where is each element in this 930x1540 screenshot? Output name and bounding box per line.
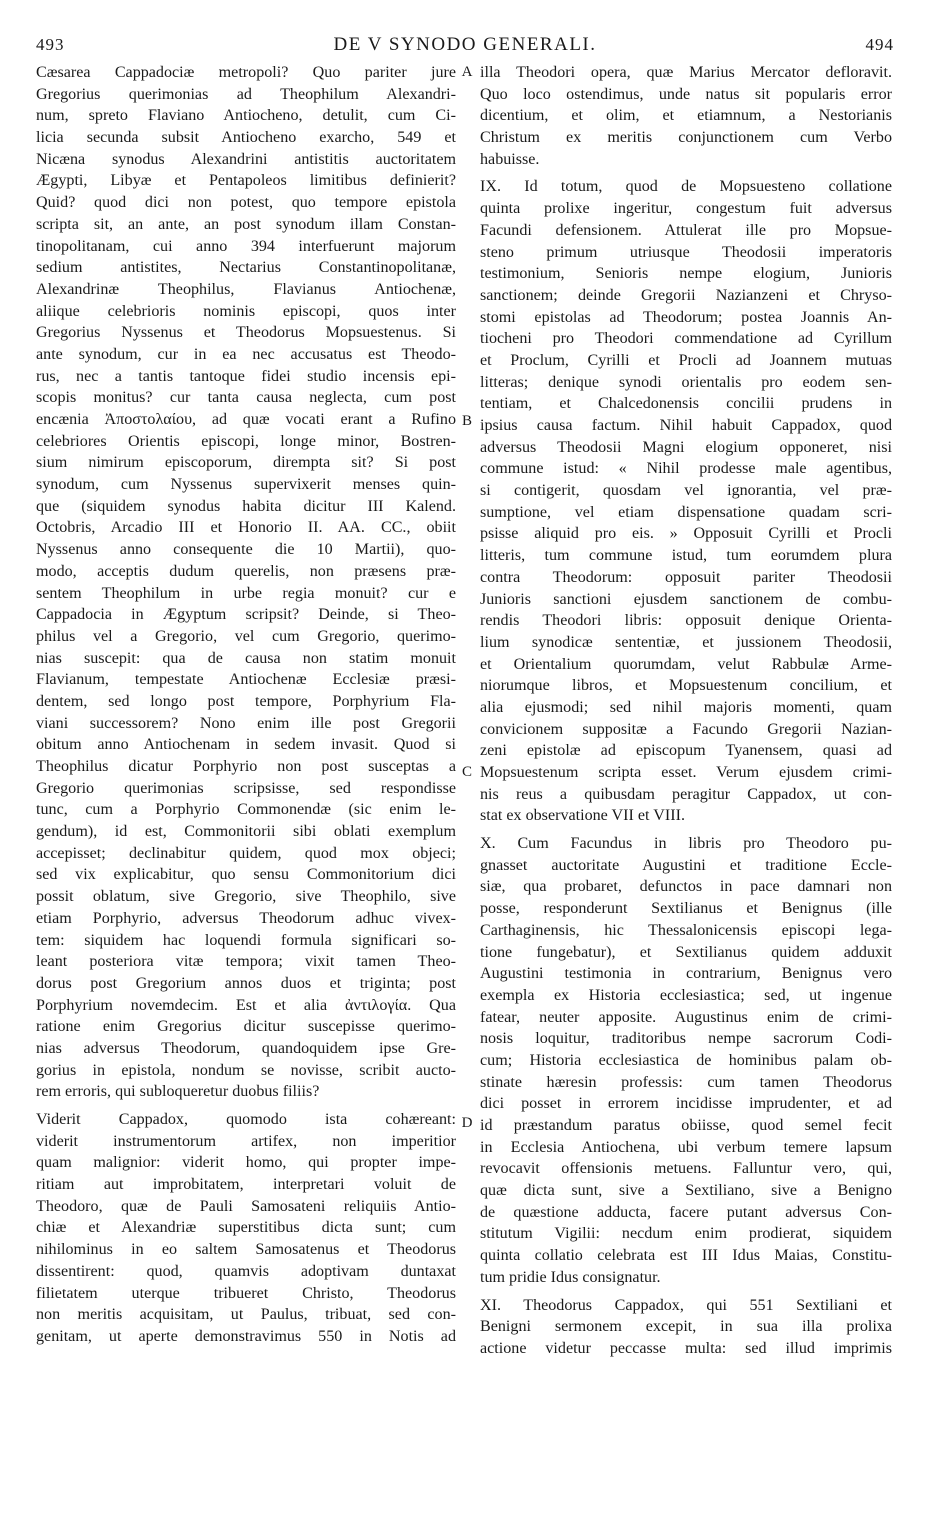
text-line: Octobris, Arcadio III et Honorio II. AA. CC., obiit	[36, 519, 456, 537]
text-line: tinopolitanam, cui anno 394 interfuerunt majorum	[36, 237, 456, 255]
text-line: litteris, tum commune istud, tum eorumdem plura	[480, 547, 892, 565]
text-line: obitum anno Antiochenam in sedem invasit. Quod si	[36, 736, 456, 754]
text-line: tem: siquidem hac loquendi formula significari so-	[36, 931, 456, 949]
text-line: stinate hæresin professis: cum tamen Theodorus	[480, 1073, 892, 1091]
text-line: ante synodum, cur in ea nec accusatus est Theodo-	[36, 345, 456, 363]
running-header	[36, 34, 894, 60]
text-line: quam malignior: viderit homo, qui propter impe-	[36, 1154, 456, 1172]
text-line: gnasset auctoritate Augustini et traditione Eccle-	[480, 856, 892, 874]
text-line: Ægypti, Libyæ et Pentapoleos limitibus definierit?	[36, 172, 456, 190]
text-line: niorumque libros, et Mopsuestenum concilium, et	[480, 677, 892, 695]
text-line: rus, nec a tantis tantoque fidei studio incensis epi-	[36, 367, 456, 385]
text-line: sentem Theophilum in urbe regia monuit? cur e	[36, 584, 456, 602]
running-title: DE V SYNODO GENERALI.	[333, 34, 597, 55]
text-line: litteras; denique synodi orientalis pro eodem sen-	[480, 373, 892, 391]
text-line: modo, acceptis dudum querelis, non præsens præ-	[36, 562, 456, 580]
text-line: ipsius causa factum. Nihil habuit Cappadox, quod	[480, 417, 892, 434]
text-line: filietatem uterque tribueret Christo, Theodorus	[36, 1284, 456, 1302]
text-line: scripta sit, an ante, an post synodum illam Constan-	[36, 215, 456, 233]
text-line: philus vel a Gregorio, vel cum Gregorio, querimo-	[36, 627, 456, 645]
text-line: possit oblatum, sive Gregorio, sive Theophilo, sive	[36, 888, 456, 906]
text-line: non meritis acquisitam, ut Paulus, tribuat, sed con-	[36, 1306, 456, 1324]
text-line: stat ex observatione VII et VIII.	[480, 807, 685, 825]
text-line: synodum, cum Nyssenus supervixerit menses quin-	[36, 476, 456, 494]
text-line: tunc, cum a Porphyrio Commonendæ (sic enim le-	[36, 801, 456, 819]
text-line: licia secunda subsit Antiocheno exarcho, 549 et	[36, 129, 456, 147]
text-line: gendum), id est, Commonitorii sibi oblati exemplum	[36, 823, 456, 841]
text-line: tione fungebatur), et Sextilianus quidem adduxit	[480, 943, 892, 961]
text-line: testimonium, Senioris nempe elogium, Junioris	[480, 265, 892, 283]
text-line: tum pridie Idus consignatur.	[480, 1268, 661, 1286]
text-line: steno primum utriusque Theodosii imperatoris	[480, 243, 892, 261]
text-line: Christum ex meritis conjunctionem cum Verbo	[480, 129, 892, 147]
text-line: num, spreto Flaviano Antiocheno, detulit, cum Ci-	[36, 107, 456, 125]
text-line: nias suscepit: qua de causa non statim monuit	[36, 649, 456, 667]
text-line: tiocheni pro Theodori commendatione ad Cyrillum	[480, 330, 892, 348]
text-line: quinta collatio celebrata est III Idus Maias, Constitu-	[480, 1247, 892, 1265]
text-line: adversus Theodosii Magni elogium opponeret, nisi	[480, 438, 892, 456]
text-line: stomi epistolas ad Theodorum; postea Joannis An-	[480, 308, 892, 326]
text-line: Theophilus dicatur Porphyrio non post susceptas a	[36, 758, 456, 775]
text-line: Carthaginensis, hic Thessalonicensis episcopi lega-	[480, 921, 892, 939]
right-column	[480, 62, 892, 1360]
left-page-number: 493	[36, 35, 65, 54]
text-line: etiam Porphyrio, adversus Theodorum adhuc vivex-	[36, 909, 456, 927]
text-line: Cappadocia in Ægyptum scripsit? Deinde, si Theo-	[36, 606, 456, 624]
margin-letter-d: D	[461, 1115, 473, 1131]
text-line: et Proclum, Cyrilli et Procli ad Joannem mutuas	[480, 351, 892, 369]
text-line: actione videtur peccasse multa: sed illud imprimis	[480, 1339, 892, 1357]
text-line: sumptione, vel etiam dispensatione quadam scri-	[480, 503, 892, 521]
text-line: dicentium, et olim, et etiamnum, a Nestorianis	[480, 107, 892, 125]
text-line: sanctionem; deinde Gregorii Nazianzeni et Chryso-	[480, 286, 892, 304]
text-line: convicionem suppositæ a Facundo Gregorii Nazian-	[480, 720, 892, 738]
text-line: Facundi defensionem. Attulerat ille pro Mopsue-	[480, 221, 892, 239]
text-line: genitam, ut aperte demonstravimus 550 in Notis ad	[36, 1327, 456, 1345]
text-line: sed vix explicabitur, quo sensu Commonitorium dici	[36, 866, 456, 884]
text-line: si contigerit, quosdam vel ignorantia, vel præ-	[480, 482, 892, 500]
text-line: Alexandrinæ Theophilus, Flavianus Antiochenæ,	[36, 280, 456, 298]
text-line: contra Theodorum: opposuit pariter Theodosii	[480, 568, 892, 586]
text-line: id præstandum paratus obiisse, quod semel fecit	[480, 1117, 892, 1134]
text-line: revocavit offensionis metuens. Falluntur vero, qui,	[480, 1160, 892, 1178]
text-line: Theodoro, quæ de Pauli Samosateni reliquiis Antio-	[36, 1197, 456, 1215]
text-line: habuisse.	[480, 150, 540, 168]
text-line: Nyssenus anno consequente die 10 Martii), quo-	[36, 541, 456, 559]
text-line: Junioris sanctioni ejusdem sanctionem de combu-	[480, 590, 892, 608]
text-line: accepisset; declinabitur quidem, quod mox objeci;	[36, 844, 456, 862]
text-line: quinta prolixe ingeritur, congestum fuit adversus	[480, 200, 892, 218]
text-line: scopis monitus? cur tanta causa neglecta, cum post	[36, 389, 456, 407]
text-line: chiæ et Alexandriæ superstitibus dicta sunt; cum	[36, 1219, 456, 1237]
text-line: encænia Ἀποστολαίου, ad quæ vocati erant a Rufino	[36, 411, 456, 428]
text-line: et Orientalium quorumdam, velut Rabbulæ Arme-	[480, 655, 892, 673]
text-line: fatear, neuter apposite. Augustinus enim de crimi-	[480, 1008, 892, 1026]
text-line: Gregorius Nyssenus et Theodorus Mopsuestenus. Si	[36, 324, 456, 342]
text-line: Mopsuestenum scripta esset. Verum ejusdem crimi-	[480, 764, 892, 781]
text-line: dorus post Gregorium annos duos et triginta; post	[36, 974, 456, 992]
text-line: siæ, qua probaret, defunctos in pace damnari non	[480, 878, 892, 896]
text-line: X. Cum Facundus in libris pro Theodoro pu-	[480, 835, 892, 853]
right-page-number: 494	[865, 35, 894, 54]
text-line: de quæstione adducta, facere putant adversus Con-	[480, 1203, 892, 1221]
text-line: sium nimirum episcoporum, dirempta sit? Si post	[36, 454, 456, 472]
margin-letter-a: A	[461, 64, 473, 80]
text-line: Cæsarea Cappadociæ metropoli? Quo pariter jure	[36, 64, 456, 81]
margin-letter-c: C	[461, 764, 472, 780]
text-line: cum; Historia ecclesiastica de hominibus palam ob-	[480, 1051, 892, 1069]
text-line: posse, responderunt Sextilianus et Benignus (ille	[480, 900, 892, 918]
text-line: Porphyrium novemdecim. Est et alia ἀντιλογία. Qua	[36, 996, 456, 1014]
text-line: psisse aliquid pro eis. » Opposuit Cyrilli et Procli	[480, 525, 892, 543]
text-line: stitutum Vigilii: necdum enim prodierat, siquidem	[480, 1225, 892, 1243]
text-line: leant posteriora vitæ tempora; vixit tamen Theo-	[36, 953, 456, 971]
text-line: gorius in epistola, nondum se novisse, scribit aucto-	[36, 1061, 456, 1079]
text-line: Gregorius querimonias ad Theophilum Alexandri-	[36, 85, 456, 103]
text-line: Augustini testimonia in contrarium, Benignus vero	[480, 965, 892, 983]
text-line: illa Theodori opera, quæ Marius Mercator defloravit.	[480, 64, 892, 81]
text-line: IX. Id totum, quod de Mopsuesteno collatione	[480, 178, 892, 196]
text-line: dentem, sed longo post tempore, Porphyrium Fla-	[36, 692, 456, 710]
text-line: exempla ex Historia ecclesiastica; sed, ut ingenue	[480, 986, 892, 1004]
text-line: dici posset in errorem incidisse imprudenter, et ad	[480, 1095, 892, 1113]
margin-letter-b: B	[461, 413, 472, 429]
text-line: rem erroris, qui subloqueretur duobus filiis?	[36, 1083, 320, 1101]
text-line: Benigni sermonem excepit, in sua illa prolixa	[480, 1318, 892, 1336]
text-line: nihilominus in eo saltem Samosatenus et Theodorus	[36, 1241, 456, 1259]
text-line: commune istud: « Nihil prodesse male agentibus,	[480, 460, 892, 478]
text-line: nosis loquitur, traditoribus nempe sacrorum Codi-	[480, 1030, 892, 1048]
text-line: Quo loco ostendimus, unde natus sit popularis error	[480, 85, 892, 103]
text-line: lium synodicæ sententiæ, et jussionem Theodosii,	[480, 633, 892, 651]
text-line: ratione enim Gregorius dicitur suscepisse querimo-	[36, 1018, 456, 1036]
text-line: in Ecclesia Antiochena, ubi verbum temere lapsum	[480, 1138, 892, 1156]
text-line: Nicæna synodus Alexandrini antistitis auctoritatem	[36, 150, 456, 168]
text-line: nias adversus Theodorum, quandoquidem ipse Gre-	[36, 1039, 456, 1057]
text-line: ritiam aut improbitatem, interpretari voluit de	[36, 1176, 456, 1194]
left-column	[36, 62, 456, 1348]
text-line: quæ dicta sunt, sive a Sextiliano, sive a Benigno	[480, 1182, 892, 1200]
text-line: rendis Theodori libris: opposuit denique Orienta-	[480, 612, 892, 630]
text-line: Flavianum, tempestate Antiochenæ Ecclesiæ præsi-	[36, 671, 456, 689]
text-line: nis reus a quibusdam peragitur Cappadox, ut con-	[480, 785, 892, 803]
text-line: alia ejusmodi; sed nihil majoris momenti, quam	[480, 698, 892, 716]
text-line: XI. Theodorus Cappadox, qui 551 Sextiliani et	[480, 1296, 892, 1314]
text-line: que (siquidem synodus habita dicitur III Kalend.	[36, 497, 456, 515]
text-line: celebriores Orientis episcopi, longe minor, Bostren-	[36, 432, 456, 450]
text-line: Quid? quod dici non potest, quo tempore epistola	[36, 194, 456, 212]
text-line: sedium antistites, Nectarius Constantinopolitanæ,	[36, 259, 456, 277]
text-line: dissentirent: quod, quamvis adoptivam duntaxat	[36, 1262, 456, 1280]
text-line: tentiam, et Chalcedonensis concilii prudens in	[480, 395, 892, 413]
text-line: Gregorio querimonias scripsisse, sed respondisse	[36, 779, 456, 797]
text-line: Viderit Cappadox, quomodo ista cohæreant:	[36, 1111, 456, 1128]
text-line: zeni epistolæ ad episcopum Tyanensem, quasi ad	[480, 742, 892, 760]
text-line: viderit instrumentorum artifex, non imperitior	[36, 1132, 456, 1150]
text-line: aliique celebrioris nominis episcopi, quos inter	[36, 302, 456, 320]
text-line: viani successorem? Nono enim ille post Gregorii	[36, 714, 456, 732]
